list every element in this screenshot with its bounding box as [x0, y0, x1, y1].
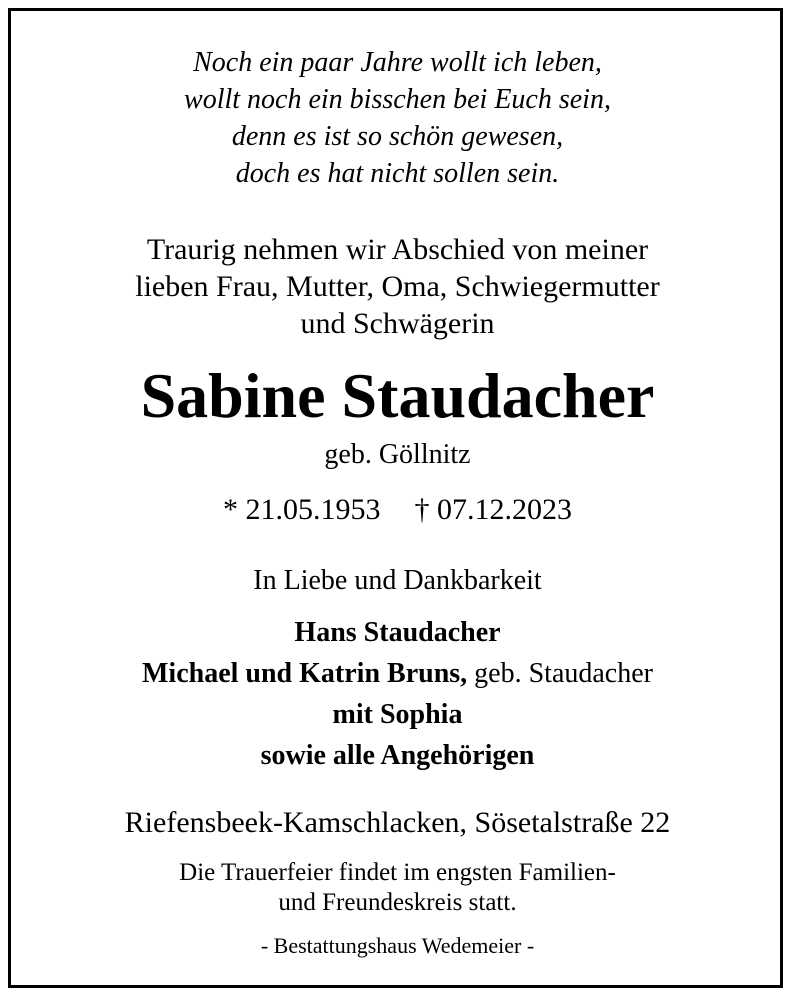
mourner-line — [0, 653, 795, 694]
poem-line: doch es hat nicht sollen sein. — [235, 158, 560, 189]
farewell-intro — [0, 231, 795, 342]
funeral-home: - Bestattungshaus Wedemeier - — [260, 933, 535, 958]
poem-line: Noch ein paar Jahre wollt ich leben, — [193, 47, 602, 78]
ceremony-line: und Freundeskreis statt. — [278, 889, 517, 916]
poem — [0, 44, 795, 192]
mourner-maiden-name: geb. Staudacher — [474, 658, 653, 689]
ceremony-note — [0, 858, 795, 918]
maiden-name: geb. Göllnitz — [324, 439, 471, 470]
mourner-line: mit Sophia — [332, 699, 463, 730]
closing-phrase: In Liebe und Dankbarkeit — [253, 565, 542, 596]
address: Riefensbeek-Kamschlacken, Sösetalstraße 22 — [124, 806, 671, 839]
intro-line: und Schwägerin — [300, 307, 495, 340]
death-date: † 07.12.2023 — [414, 493, 572, 526]
mourner-line: sowie alle Angehörigen — [260, 740, 535, 771]
poem-line: wollt noch ein bisschen bei Euch sein, — [184, 84, 611, 115]
life-dates — [0, 491, 795, 529]
mourner-names: Michael und Katrin Bruns, — [142, 658, 468, 689]
deceased-name: Sabine Staudacher — [140, 360, 655, 431]
poem-line: denn es ist so schön gewesen, — [231, 121, 564, 152]
birth-date: * 21.05.1953 — [223, 493, 381, 526]
mourner-line: Hans Staudacher — [294, 617, 501, 648]
intro-line: Traurig nehmen wir Abschied von meiner — [146, 233, 649, 266]
mourners-list — [0, 612, 795, 776]
ceremony-line: Die Trauerfeier findet im engsten Familien- — [179, 859, 616, 886]
intro-line: lieben Frau, Mutter, Oma, Schwiegermutter — [135, 270, 660, 303]
